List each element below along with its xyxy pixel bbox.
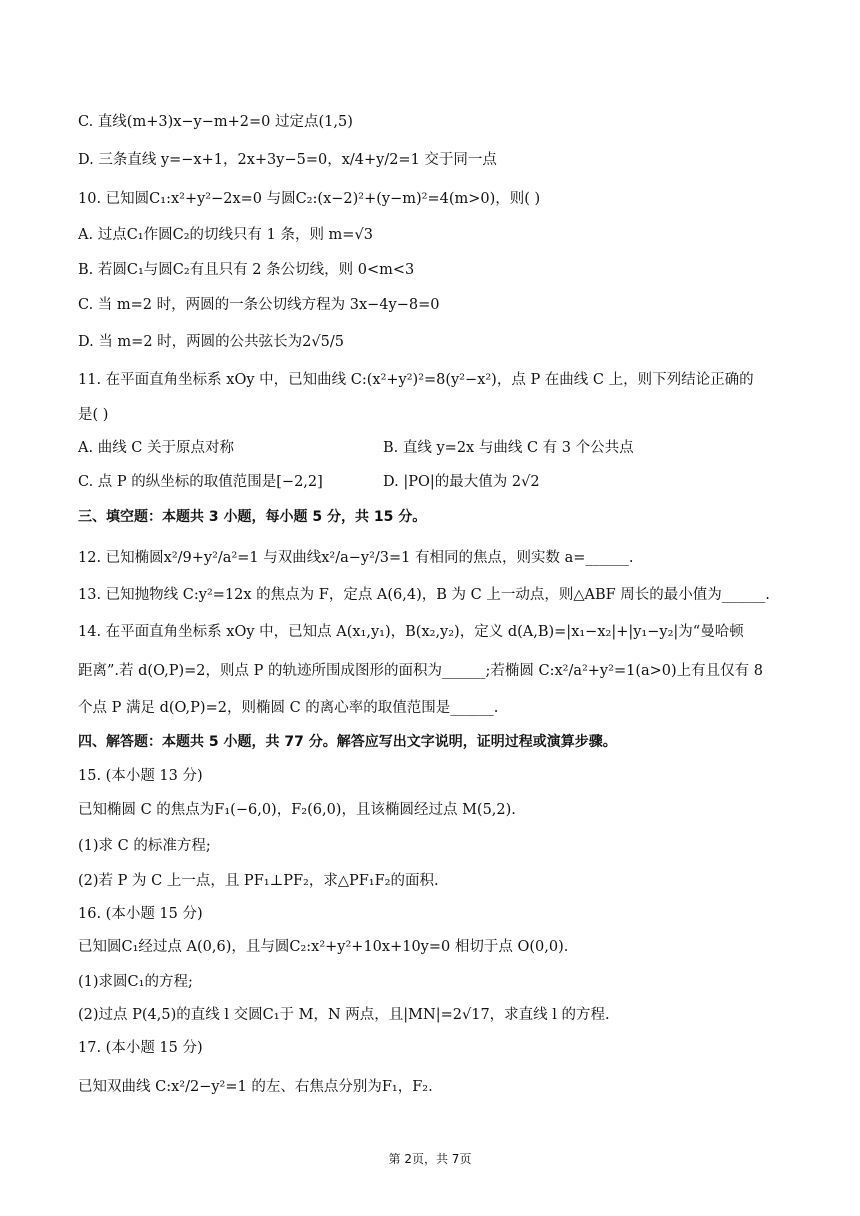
option-9c: C. 直线(m+3)x−y−m+2=0 过定点(1,5) [78,114,353,130]
option-10d: D. 当 m=2 时，两圆的公共弦长为2√5/5 [78,334,344,350]
question-14-line2: 距离”.若 d(O,P)=2，则点 P 的轨迹所围成图形的面积为______;若椭圆 C:x²/a²+y²=1(a>0)上有且仅有 8 [78,663,763,679]
section-3-heading: 三、填空题：本题共 3 小题，每小题 5 分，共 15 分。 [78,509,427,525]
question-17-title: 17. (本小题 15 分) [78,1040,203,1056]
option-11c: C. 点 P 的纵坐标的取值范围是[−2,2] [78,474,323,490]
question-16-stem: 已知圆C₁经过点 A(0,6)，且与圆C₂:x²+y²+10x+10y=0 相切于点 O(0,0). [78,939,569,955]
question-15-stem: 已知椭圆 C 的焦点为F₁(−6,0)，F₂(6,0)，且该椭圆经过点 M(5,2). [78,802,516,818]
question-14-line1: 14. 在平面直角坐标系 xOy 中，已知点 A(x₁,y₁)，B(x₂,y₂)，定义 d(A,B)=|x₁−x₂|+|y₁−y₂|为“曼哈顿 [78,624,744,640]
section-4-heading: 四、解答题：本题共 5 小题，共 77 分。解答应写出文字说明，证明过程或演算步骤。 [78,734,617,750]
option-10a: A. 过点C₁作圆C₂的切线只有 1 条，则 m=√3 [78,227,373,243]
option-10b: B. 若圆C₁与圆C₂有且只有 2 条公切线，则 0<m<3 [78,262,415,278]
question-12: 12. 已知椭圆x²/9+y²/a²=1 与双曲线x²/a−y²/3=1 有相同的焦点，则实数 a=______. [78,550,634,566]
question-16-title: 16. (本小题 15 分) [78,906,203,922]
question-10: 10. 已知圆C₁:x²+y²−2x=0 与圆C₂:(x−2)²+(y−m)²=4(m>0)，则( ) [78,191,541,207]
question-11-line1: 11. 在平面直角坐标系 xOy 中，已知曲线 C:(x²+y²)²=8(y²−x²)，点 P 在曲线 C 上，则下列结论正确的 [78,372,754,388]
question-16-part2: (2)过点 P(4,5)的直线 l 交圆C₁于 M，N 两点，且|MN|=2√17，求直线 l 的方程. [78,1007,610,1023]
option-9d: D. 三条直线 y=−x+1，2x+3y−5=0，x/4+y/2=1 交于同一点 [78,152,497,168]
question-15-part1: (1)求 C 的标准方程; [78,838,211,854]
question-15-title: 15. (本小题 13 分) [78,768,203,784]
question-15-part2: (2)若 P 为 C 上一点，且 PF₁⊥PF₂，求△PF₁F₂的面积. [78,873,439,889]
question-11-line2: 是( ) [78,407,109,423]
question-17-stem: 已知双曲线 C:x²/2−y²=1 的左、右焦点分别为F₁，F₂. [78,1079,433,1095]
option-11d: D. |PO|的最大值为 2√2 [383,474,540,490]
option-11a: A. 曲线 C 关于原点对称 [78,440,235,456]
page-footer: 第 2页，共 7页 [388,1152,472,1166]
option-10c: C. 当 m=2 时，两圆的一条公切线方程为 3x−4y−8=0 [78,297,440,313]
question-14-line3: 个点 P 满足 d(O,P)=2，则椭圆 C 的离心率的取值范围是______. [78,700,499,716]
question-13: 13. 已知抛物线 C:y²=12x 的焦点为 F，定点 A(6,4)，B 为 C 上一动点，则△ABF 周长的最小值为______. [78,587,770,603]
option-11b: B. 直线 y=2x 与曲线 C 有 3 个公共点 [383,440,634,456]
question-16-part1: (1)求圆C₁的方程; [78,974,193,990]
